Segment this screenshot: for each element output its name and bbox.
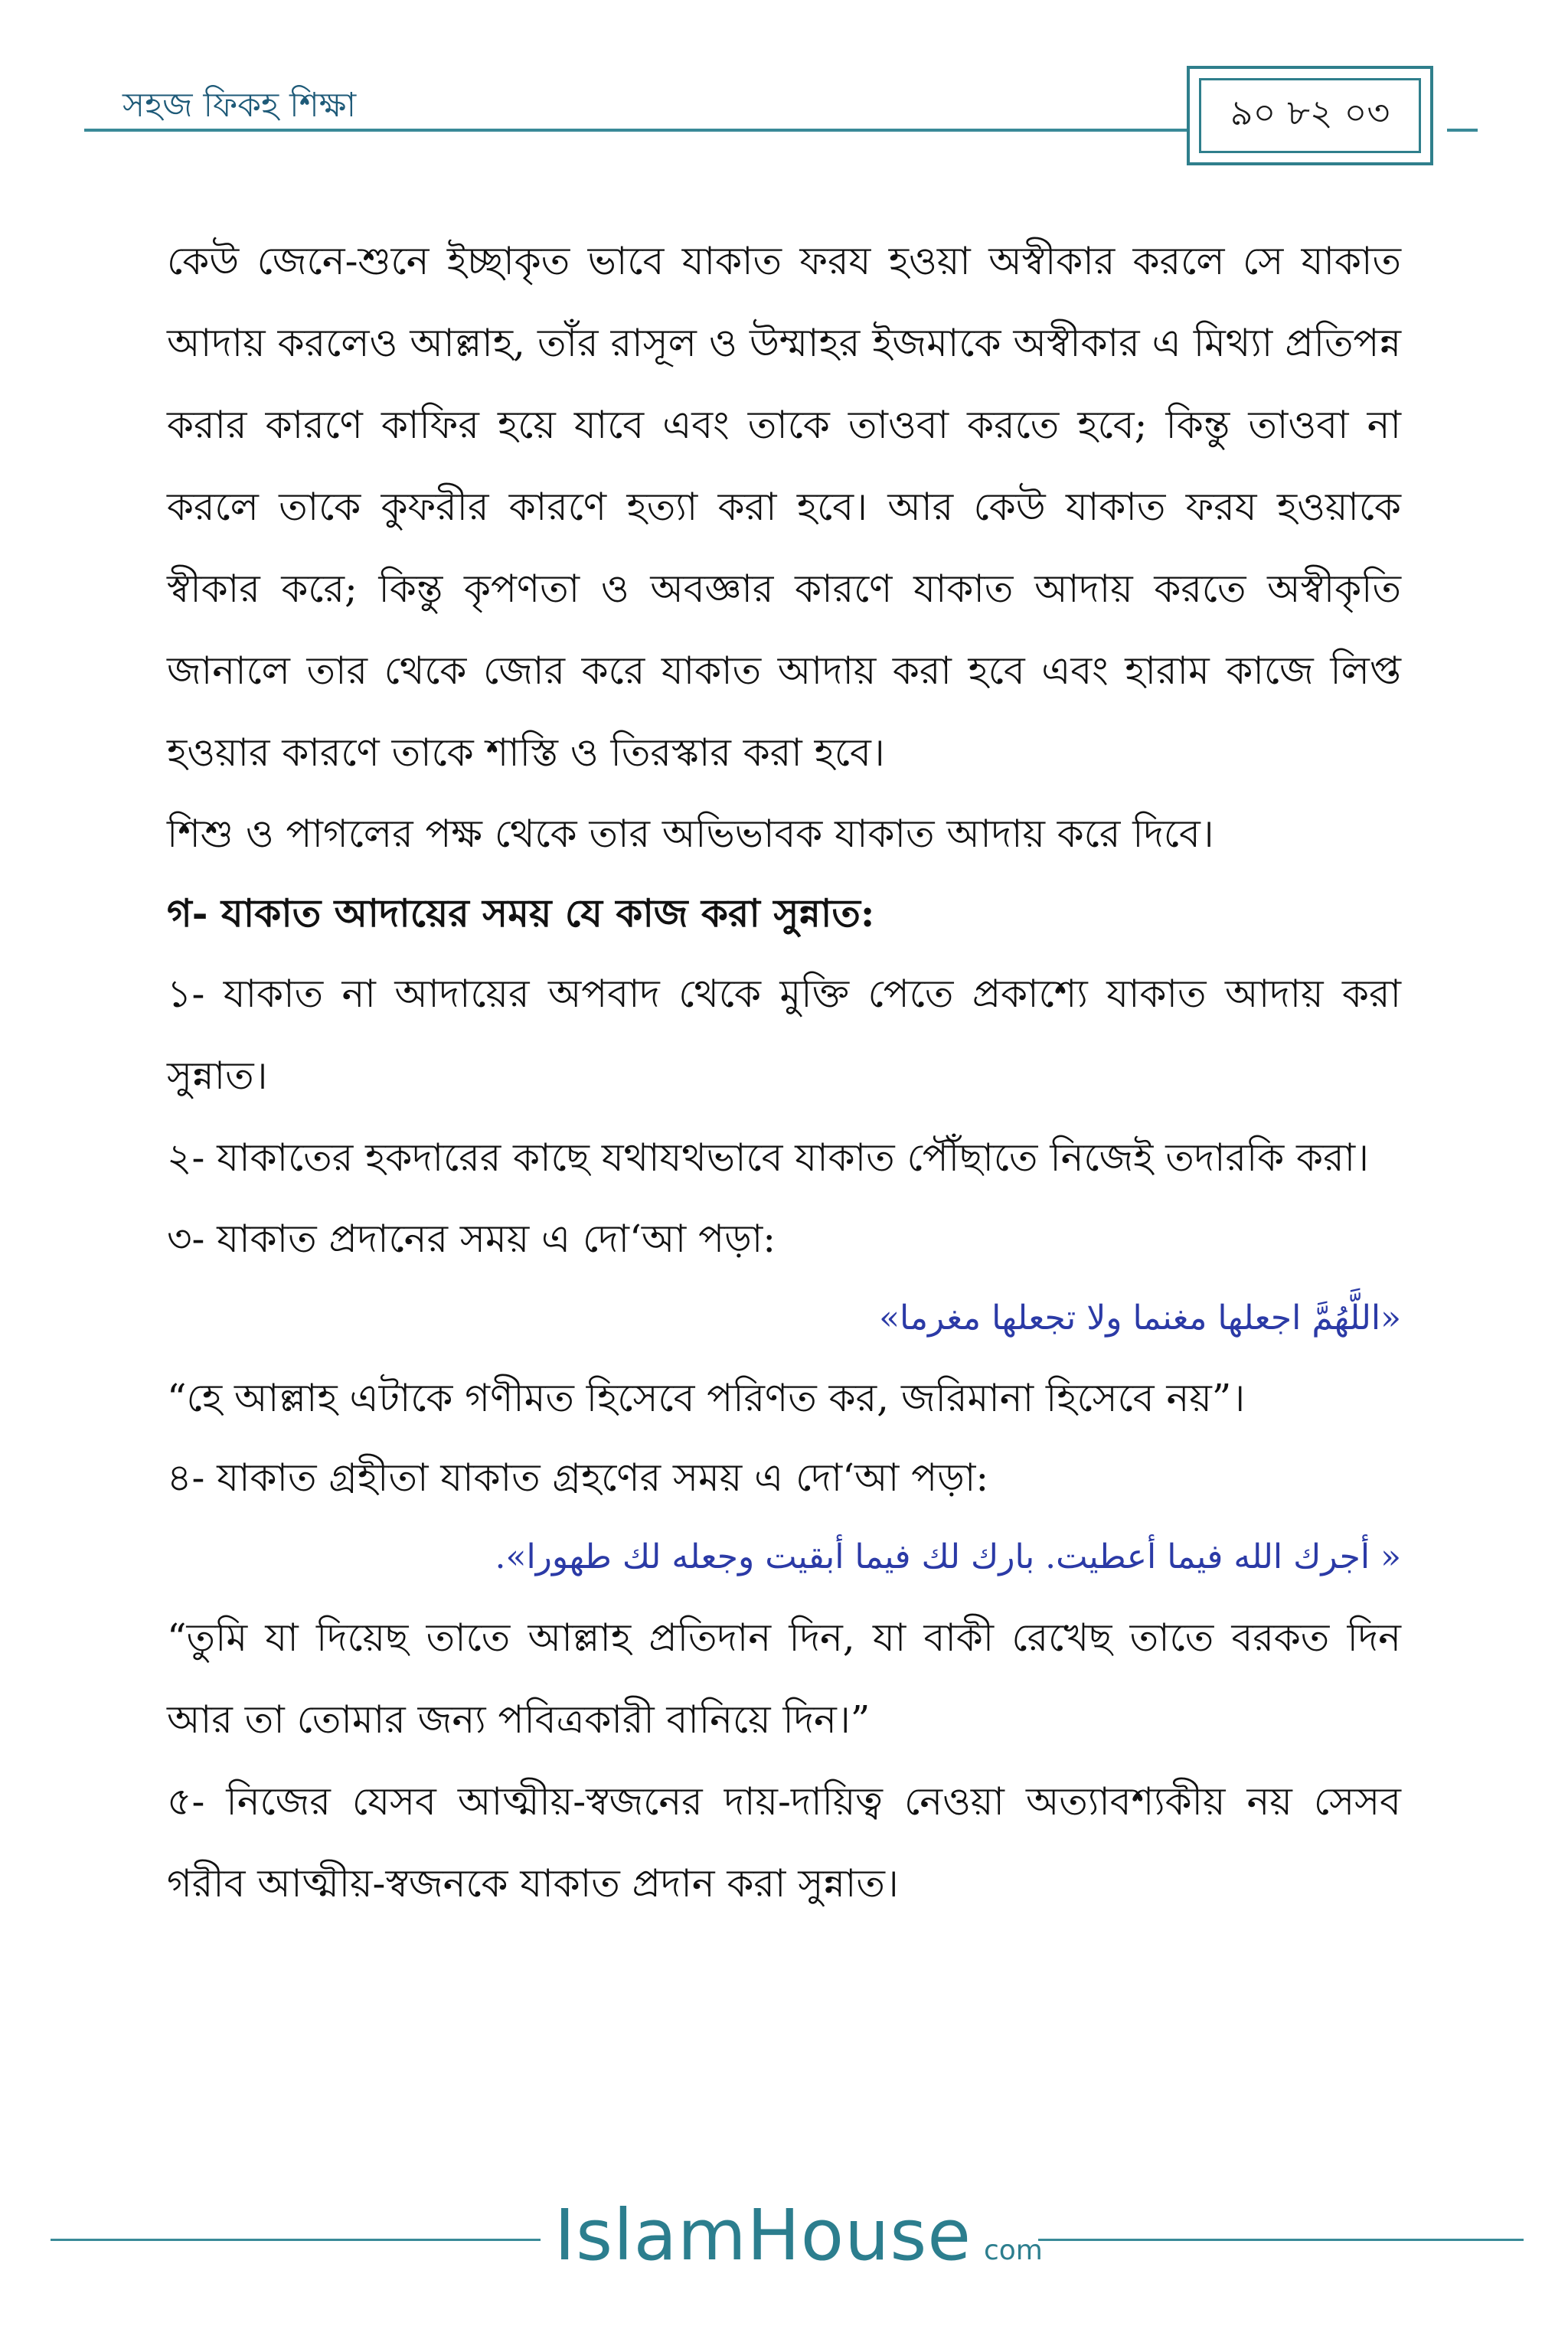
section-heading-sunnah: গ- যাকাত আদায়ের সময় যে কাজ করা সুন্নাত: (167, 890, 875, 936)
islamhouse-logo (554, 2194, 1043, 2278)
list-item-3: ৩- যাকাত প্রদানের সময় এ দো‘আ পড়া: (167, 1217, 776, 1261)
header-rule (84, 129, 1187, 132)
logo-suffix: com (983, 2235, 1043, 2266)
translation-dua-receiving: “তুমি যা দিয়েছ তাতে আল্লাহ প্রতিদান দিন, যা বাকী রেখেছ তাতে বরকত দিন আর তা তোমার জন্য পবিত্রকারী বানিয়ে দিন।” (167, 1615, 1401, 1742)
page-number: ৯০ ৮২ ০৩ (1199, 78, 1421, 153)
page-content (167, 220, 1401, 1925)
paragraph-denial-of-zakat: কেউ জেনে-শুনে ইচ্ছাকৃত ভাবে যাকাত ফরয হওয়া অস্বীকার করলে সে যাকাত আদায় করলেও আল্লাহ, তাঁর রাসূল ও উম্মাহর ইজমাকে অস্বীকার এ মিথ্যা প্রতিপন্ন করার কারণে কাফির হয়ে যাবে এবং তাকে তাওবা করতে হবে; কিন্তু তাওবা না করলে তাকে কুফরীর কারণে হত্যা করা হবে। আর কেউ যাকাত ফরয হওয়াকে স্বীকার করে; কিন্তু কৃপণতা ও অবজ্ঞার কারণে যাকাত আদায় করতে অস্বীকৃতি জানালে তার থেকে জোর করে যাকাত আদায় করা হবে এবং হারাম কাজে লিপ্ত হওয়ার কারণে তাকে শাস্তি ও তিরস্কার করা হবে। (167, 239, 1401, 775)
list-item-1: ১- যাকাত না আদায়ের অপবাদ থেকে মুক্তি পেতে প্রকাশ্যে যাকাত আদায় করা সুন্নাত। (167, 972, 1401, 1098)
footer-rule-right (1038, 2239, 1524, 2241)
footer-rule-left (51, 2239, 541, 2241)
arabic-dua-giving: «اللَّهُمَّ اجعلها مغنما ولا تجعلها مغرما» (879, 1298, 1401, 1338)
logo-wordmark: IslamHouse (554, 2194, 972, 2276)
translation-dua-giving: “হে আল্লাহ এটাকে গণীমত হিসেবে পরিণত কর, জরিমানা হিসেবে নয়”। (167, 1376, 1246, 1420)
list-item-4: ৪- যাকাত গ্রহীতা যাকাত গ্রহণের সময় এ দো‘আ পড়া: (167, 1455, 989, 1500)
paragraph-children-insane: শিশু ও পাগলের পক্ষ থেকে তার অভিভাবক যাকাত আদায় করে দিবে। (167, 812, 1214, 856)
header-rule-end (1447, 129, 1478, 132)
list-item-5: ৫- নিজের যেসব আত্মীয়-স্বজনের দায়-দায়িত্ব নেওয়া অত্যাবশ্যকীয় নয় সেসব গরীব আত্মীয়-স্বজনকে যাকাত প্রদান করা সুন্নাত। (167, 1779, 1401, 1906)
arabic-dua-receiving: « أجرك الله فيما أعطيت. بارك لك فيما أبقيت وجعله لك طهورا». (495, 1537, 1401, 1576)
book-title: সহজ ফিকহ শিক্ষা (122, 86, 357, 125)
list-item-2: ২- যাকাতের হকদারের কাছে যথাযথভাবে যাকাত পৌঁছাতে নিজেই তদারকি করা। (167, 1135, 1370, 1180)
page-number-box (1187, 66, 1433, 165)
